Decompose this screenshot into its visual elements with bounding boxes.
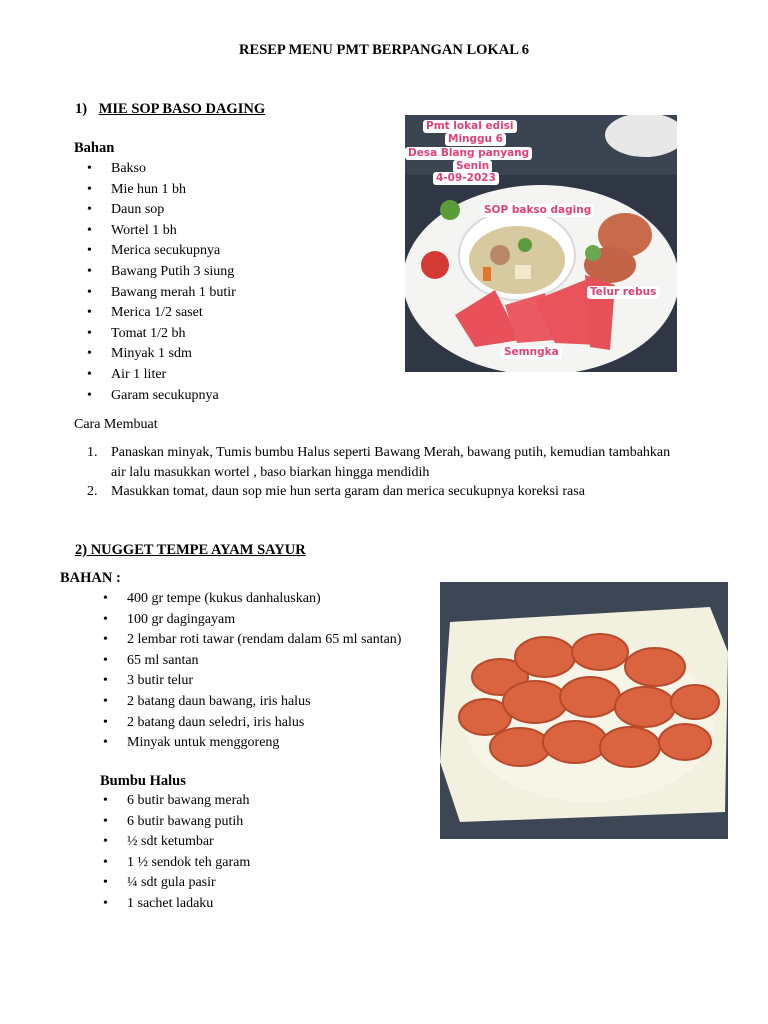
list-item: • 2 lembar roti tawar (rendam dalam 65 ml santan) bbox=[91, 630, 401, 651]
photo-caption-line-5: 4-09-2023 bbox=[433, 172, 499, 185]
list-item: • 6 butir bawang merah bbox=[91, 791, 250, 812]
recipe-1-heading bbox=[75, 101, 265, 118]
recipe-2-bumbu-list bbox=[91, 791, 250, 915]
recipe-2-ingredient-list bbox=[91, 589, 401, 754]
list-item: • 2 batang daun seledri, iris halus bbox=[91, 713, 401, 734]
recipe-1-steps bbox=[75, 443, 675, 502]
nugget-photo bbox=[440, 582, 728, 839]
list-item: • Minyak 1 sdm bbox=[75, 344, 236, 365]
recipe-1-number: 1) bbox=[75, 101, 88, 117]
list-item: • ¼ sdt gula pasir bbox=[91, 873, 250, 894]
document-title: RESEP MENU PMT BERPANGAN LOKAL 6 bbox=[239, 42, 529, 58]
list-item: • 65 ml santan bbox=[91, 651, 401, 672]
nugget-photo-illustration bbox=[440, 582, 728, 839]
list-item: • 100 gr dagingayam bbox=[91, 610, 401, 631]
list-item: • 3 butir telur bbox=[91, 671, 401, 692]
step-text: Panaskan minyak, Tumis bumbu Halus seperti Bawang Merah, bawang putih, kemudian tambahkan air lalu masukkan wortel , baso biarkan hingga mendidih bbox=[111, 445, 671, 480]
list-item: • Garam secukupnya bbox=[75, 386, 236, 407]
list-item: • Bawang merah 1 butir bbox=[75, 283, 236, 304]
list-item: • Daun sop bbox=[75, 200, 236, 221]
photo-caption-line-4: Senin bbox=[453, 160, 492, 173]
list-item: • Tomat 1/2 bh bbox=[75, 324, 236, 345]
step-text: Masukkan tomat, daun sop mie hun serta garam dan merica secukupnya koreksi rasa bbox=[111, 484, 585, 499]
list-item: • Bawang Putih 3 siung bbox=[75, 262, 236, 283]
list-item: • 1 sachet ladaku bbox=[91, 894, 250, 915]
list-item: • Minyak untuk menggoreng bbox=[91, 733, 401, 754]
recipe-2-heading: 2) NUGGET TEMPE AYAM SAYUR bbox=[75, 542, 306, 558]
photo-label-egg: Telur rebus bbox=[587, 286, 659, 299]
step-number: 1. bbox=[87, 445, 98, 460]
list-item: • 1 ½ sendok teh garam bbox=[91, 853, 250, 874]
recipe-2-bahan-label: BAHAN : bbox=[60, 570, 121, 586]
list-item: • Merica 1/2 saset bbox=[75, 303, 236, 324]
list-item: • 6 butir bawang putih bbox=[91, 812, 250, 833]
recipe-1-method-label: Cara Membuat bbox=[74, 417, 158, 432]
list-item: • ½ sdt ketumbar bbox=[91, 832, 250, 853]
photo-caption-line-1: Pmt lokal edisi bbox=[423, 120, 517, 133]
photo-label-watermelon: Semngka bbox=[501, 346, 562, 359]
step-number: 2. bbox=[87, 484, 98, 499]
photo-caption-line-2: Minggu 6 bbox=[445, 133, 506, 146]
recipe-2-bumbu-label: Bumbu Halus bbox=[100, 773, 186, 789]
list-item: • Merica secukupnya bbox=[75, 241, 236, 262]
recipe-1-title: MIE SOP BASO DAGING bbox=[98, 101, 266, 117]
recipe-1-ingredient-list bbox=[75, 159, 236, 406]
soup-photo bbox=[405, 115, 677, 372]
photo-label-soup: SOP bakso daging bbox=[481, 204, 594, 217]
list-item: • 400 gr tempe (kukus danhaluskan) bbox=[91, 589, 401, 610]
list-item bbox=[75, 482, 675, 502]
list-item: • Wortel 1 bh bbox=[75, 221, 236, 242]
list-item bbox=[75, 443, 675, 482]
recipe-1-bahan-label: Bahan bbox=[74, 140, 115, 156]
photo-caption-line-3: Desa Blang panyang bbox=[405, 147, 532, 160]
list-item: • 2 batang daun bawang, iris halus bbox=[91, 692, 401, 713]
list-item: • Bakso bbox=[75, 159, 236, 180]
list-item: • Air 1 liter bbox=[75, 365, 236, 386]
list-item: • Mie hun 1 bh bbox=[75, 180, 236, 201]
